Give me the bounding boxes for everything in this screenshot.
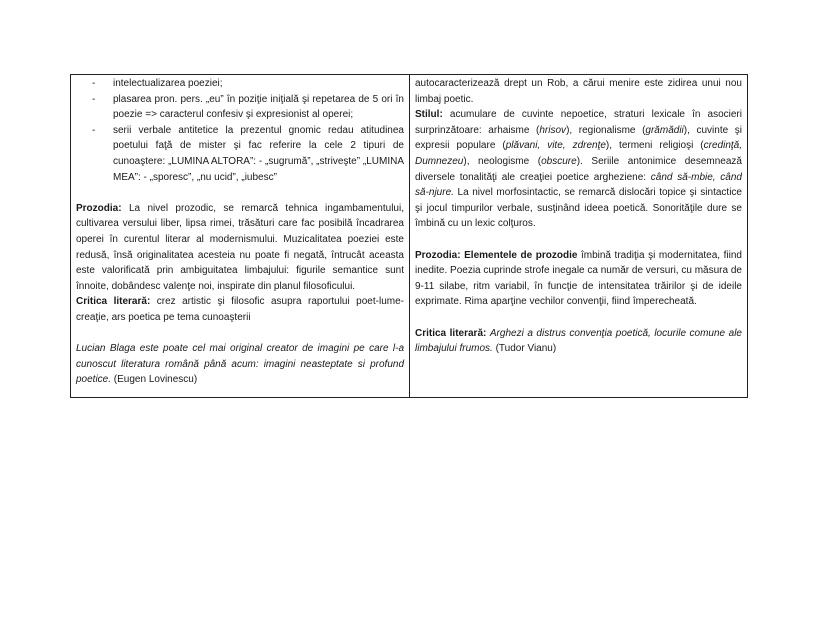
list-item-text xyxy=(113,123,404,185)
text-run: serii verbale antitetice la prezentul gnomic redau atitudinea poetului faţă de mister şi fac referire la cele 2 tipuri de cunoaştere: „LUMINA ALTORA”: - „sugrumă”, „striveşte” „LUMINA MEA”: - „sporesc”, „nu ucid”, „iubesc” xyxy=(113,124,404,183)
content-table xyxy=(70,74,748,398)
blank-line xyxy=(76,185,404,201)
italic-text: plăvani, vite, zdrenţe xyxy=(505,140,606,152)
bold-text: Prozodia: xyxy=(76,202,122,214)
bold-text: Critica literară: xyxy=(415,327,487,339)
bold-text: Stilul: xyxy=(415,109,443,121)
bullet-marker: - xyxy=(92,124,96,136)
paragraph xyxy=(415,248,742,310)
italic-text: Arghezi a distrus convenţia poetică, locurile comune ale limbajului frumos. xyxy=(415,327,742,355)
text-run: crez artistic şi filosofic asupra raportului poet-lume-creaţie, ars poetica pe tema cunoaşterii xyxy=(76,296,404,323)
paragraph xyxy=(76,201,404,295)
italic-text: grămădii xyxy=(645,124,684,136)
text-run: ), termeni religioşi ( xyxy=(605,140,704,152)
bold-text: Critica literară: xyxy=(76,296,151,308)
italic-text: hrisov xyxy=(539,124,567,136)
list-item-text xyxy=(113,92,404,123)
bullet-marker: - xyxy=(92,93,96,105)
bullet-list xyxy=(76,76,404,185)
text-run: acumulare de cuvinte nepoetice, straturi lexicale în asocieri surprinzătoare: arhaisme ( xyxy=(415,109,742,136)
text-run: intelectualizarea poeziei; xyxy=(113,78,223,89)
bullet-marker: - xyxy=(92,78,96,89)
text-run: plasarea pron. pers. „eu” în poziţie iniţială şi repetarea de 5 ori în poezie => caracterul confesiv şi expresionist al operei; xyxy=(113,93,404,121)
blank-line xyxy=(76,326,404,342)
italic-text: când să-mbie, când să-njure. xyxy=(415,171,742,199)
list-item xyxy=(76,92,404,123)
text-run: (Tudor Vianu) xyxy=(492,343,557,355)
blank-line xyxy=(415,232,742,248)
right-column xyxy=(410,75,747,397)
list-item xyxy=(76,123,404,185)
blank-line xyxy=(415,310,742,326)
text-run: ), cuvinte şi expresii populare ( xyxy=(415,124,742,152)
text-run: ), neologisme ( xyxy=(463,155,542,167)
text-run: La nivel prozodic, se remarcă tehnica ingambamentului, cultivarea versului liber, lipsa rimei, trăsături care fac posibilă încadrarea operei în curentul literar al modernismului. Muzicalitatea poeziei este redusă, însă originalitatea acesteia nu poate fi negată, întrucât aceasta este valorificată prin ambiguitatea limbajului: figurile semantice sunt înnoite, dobândesc valenţe noi, inspirate din planul filosoficului. xyxy=(76,202,404,292)
paragraph xyxy=(415,326,742,357)
text-run: îmbină tradiţia şi modernitatea, fiind inedite. Poezia cuprinde strofe inegale ca număr de versuri, cu măsura de 9-11 silabe, ritm variabil, în funcţie de intensitatea trăirilor şi de ideile exprimate. Rima aparţine vechilor convenţii, fiind împerecheată. xyxy=(415,249,742,308)
italic-text: Lucian Blaga este poate cel mai original creator de imagini pe care l-a cunoscut literatura română până acum: imagini neasteptate si profund poetice. xyxy=(76,343,404,386)
text-run: La nivel morfosintactic, se remarcă dislocări topice şi sintactice şi jocul timpurilor verbale, susţinând ideea poetică. Sonorităţile dure se îmbină cu un lexic colţuros. xyxy=(415,187,742,230)
text-run: (Eugen Lovinescu) xyxy=(111,374,198,386)
paragraph xyxy=(76,341,404,388)
paragraph xyxy=(415,76,742,107)
paragraph xyxy=(76,294,404,325)
text-run: autocaracterizează drept un Rob, a cărui menire este zidirea unui nou limbaj poetic. xyxy=(415,78,742,105)
paragraph xyxy=(415,107,742,232)
text-run: ). Seriile antonimice desemnează diversele tonalităţi ale creaţiei poetice argheziene: xyxy=(415,155,742,183)
italic-text: obscure xyxy=(541,155,577,167)
left-paragraphs xyxy=(76,185,404,388)
list-item-text xyxy=(113,76,404,92)
text-run: ), regionalisme ( xyxy=(566,124,646,136)
left-column xyxy=(71,75,410,397)
list-item xyxy=(76,76,404,92)
italic-text: credinţă, Dumnezeu xyxy=(415,140,742,167)
bold-text: Prozodia: Elementele de prozodie xyxy=(415,249,578,261)
right-paragraphs xyxy=(415,76,742,357)
